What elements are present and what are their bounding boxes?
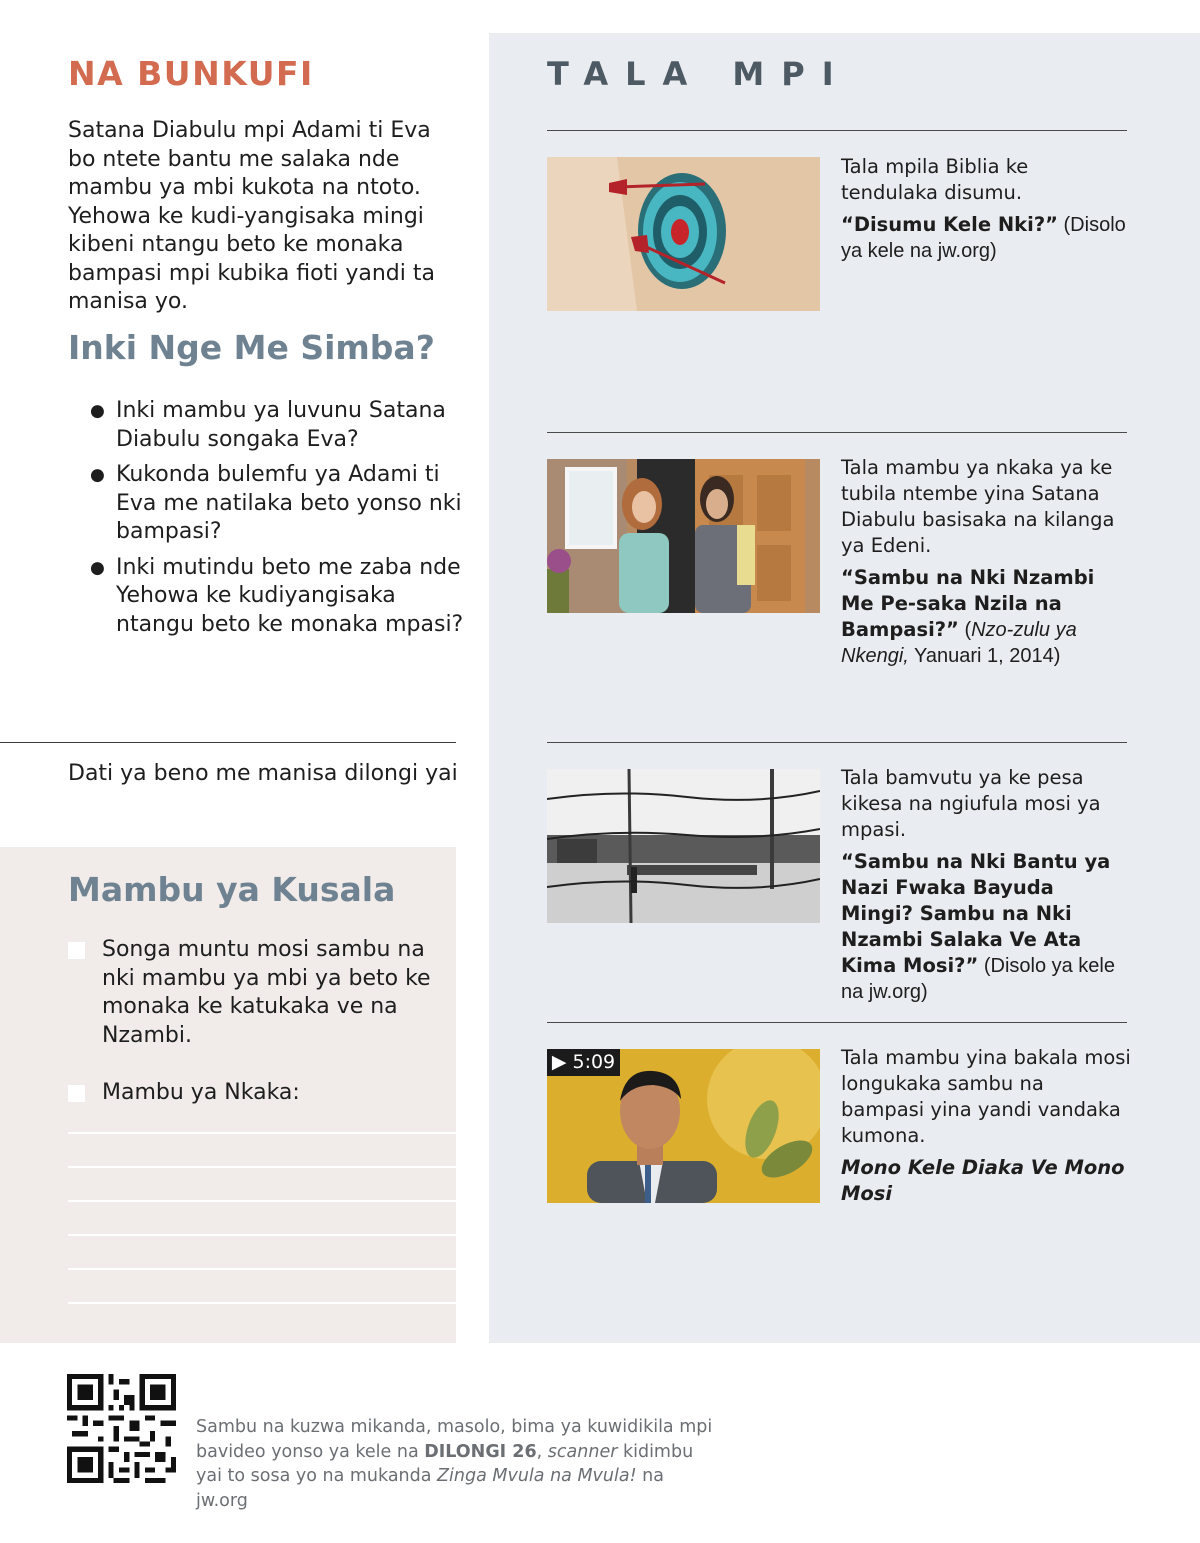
question-item: ● Inki mambu ya luvunu Satana Diabulu songaka Eva? <box>88 397 468 454</box>
task-checkbox[interactable] <box>68 942 85 959</box>
writing-line[interactable] <box>68 1166 456 1168</box>
explore-item-ref[interactable] <box>841 1155 1131 1207</box>
two-women-at-door-image[interactable] <box>547 459 820 613</box>
man-in-suit-video-thumbnail[interactable] <box>547 1049 820 1203</box>
app-name: Zinga Mvula na Mvula! <box>437 1466 637 1486</box>
explore-item-ref[interactable]: “Sambu na Nki Nzambi Me Pe-saka Nzila na Bampasi?” (Nzo-zulu ya Nkengi, Yanuari 1, 2014) <box>841 566 1095 667</box>
lesson-number: DILONGI 26 <box>424 1441 537 1462</box>
task-item-other[interactable] <box>68 1079 438 1108</box>
ref-title[interactable]: “Sambu na Nki Nzambi Me Pe-saka Nzila na Bampasi?” <box>841 566 1095 641</box>
writing-line[interactable] <box>68 1132 456 1134</box>
summary-text: Satana Diabulu mpi Adami ti Eva bo ntete bantu me salaka nde mambu ya mbi kukota na ntoto. Yehowa ke kudi-yangisaka mingi kibeni ntangu beto ke monaka bampasi mpi kubika fioti yandi ta manisa yo. <box>68 118 435 314</box>
explore-item-text <box>841 154 1131 270</box>
qr-code-icon[interactable] <box>67 1374 176 1483</box>
explore-divider <box>547 432 1127 433</box>
concentration-camp-photo[interactable] <box>547 769 820 923</box>
explore-item-desc: Tala bamvutu ya ke pesa kikesa na ngiufula mosi ya mpasi. <box>841 766 1101 841</box>
question-item: ● Kukonda bulemfu ya Adami ti Eva me natilaka beto yonso nki bampasi? <box>88 461 468 547</box>
writing-line[interactable] <box>68 1200 456 1202</box>
ref-title[interactable]: “Disumu Kele Nki?” <box>841 213 1058 236</box>
task-item[interactable] <box>68 936 438 1050</box>
ref-source: (Disolo ya kele na jw.org) <box>841 955 1115 1003</box>
explore-item-desc: Tala mambu yina bakala mosi longukaka sambu na bampasi yina yandi vandaka kumona. <box>841 1046 1131 1147</box>
explore-item-desc: Tala mambu ya nkaka ya ke tubila ntembe yina Satana Diabulu basisaka na kilanga ya Edeni. <box>841 456 1115 557</box>
explore-item-text <box>841 765 1131 1011</box>
task-text: Songa muntu mosi sambu na nki mambu ya mbi ya beto ke monaka ke katukaka ve na Nzambi. <box>102 937 431 1048</box>
target-with-arrows-image[interactable] <box>547 157 820 311</box>
task-text: Mambu ya Nkaka: <box>102 1080 300 1105</box>
explore-item-text <box>841 455 1131 675</box>
explore-heading: TALA MPI <box>547 55 851 93</box>
explore-divider <box>547 742 1127 743</box>
ref-source: Yanuari 1, 2014) <box>908 645 1061 667</box>
date-divider <box>0 742 456 743</box>
date-completed-label[interactable]: Dati ya beno me manisa dilongi yai <box>68 761 458 786</box>
explore-divider <box>547 130 1127 131</box>
explore-item-ref[interactable] <box>841 212 1131 264</box>
video-duration-badge[interactable]: ▶ 5:09 <box>547 1049 620 1076</box>
writing-line[interactable] <box>68 1302 456 1304</box>
ref-publication: Nzo-zulu ya Nkengi, <box>841 619 1077 667</box>
video-title[interactable]: Mono Kele Diaka Ve Mono Mosi <box>841 1156 1125 1205</box>
writing-line[interactable] <box>68 1268 456 1270</box>
questions-list <box>88 397 468 646</box>
tasks-heading: Mambu ya Kusala <box>68 870 396 909</box>
task-checkbox[interactable] <box>68 1085 85 1102</box>
explore-item-ref[interactable] <box>841 849 1131 1005</box>
summary-heading: NA BUNKUFI <box>68 54 314 93</box>
ref-source: (Disolo ya kele na jw.org) <box>841 214 1126 262</box>
footer-text: Sambu na kuzwa mikanda, masolo, bima ya kuwidikila mpi bavideo yonso ya kele na DILONGI 26, scanner kidimbu yai to sosa yo na mukanda Zinga Mvula na Mvula! na jw.org <box>196 1417 713 1511</box>
ref-title[interactable]: “Sambu na Nki Bantu ya Nazi Fwaka Bayuda Mingi? Sambu na Nki Nzambi Salaka Ve Ata Kima Mosi?” <box>841 850 1111 977</box>
explore-item-desc: Tala mpila Biblia ke tendulaka disumu. <box>841 155 1029 204</box>
question-item: ● Inki mutindu beto me zaba nde Yehowa ke kudiyangisaka ntangu beto ke monaka mpasi? <box>88 554 468 640</box>
explore-item-text <box>841 1045 1131 1213</box>
writing-line[interactable] <box>68 1234 456 1236</box>
questions-heading: Inki Nge Me Simba? <box>68 328 435 367</box>
explore-divider <box>547 1022 1127 1023</box>
